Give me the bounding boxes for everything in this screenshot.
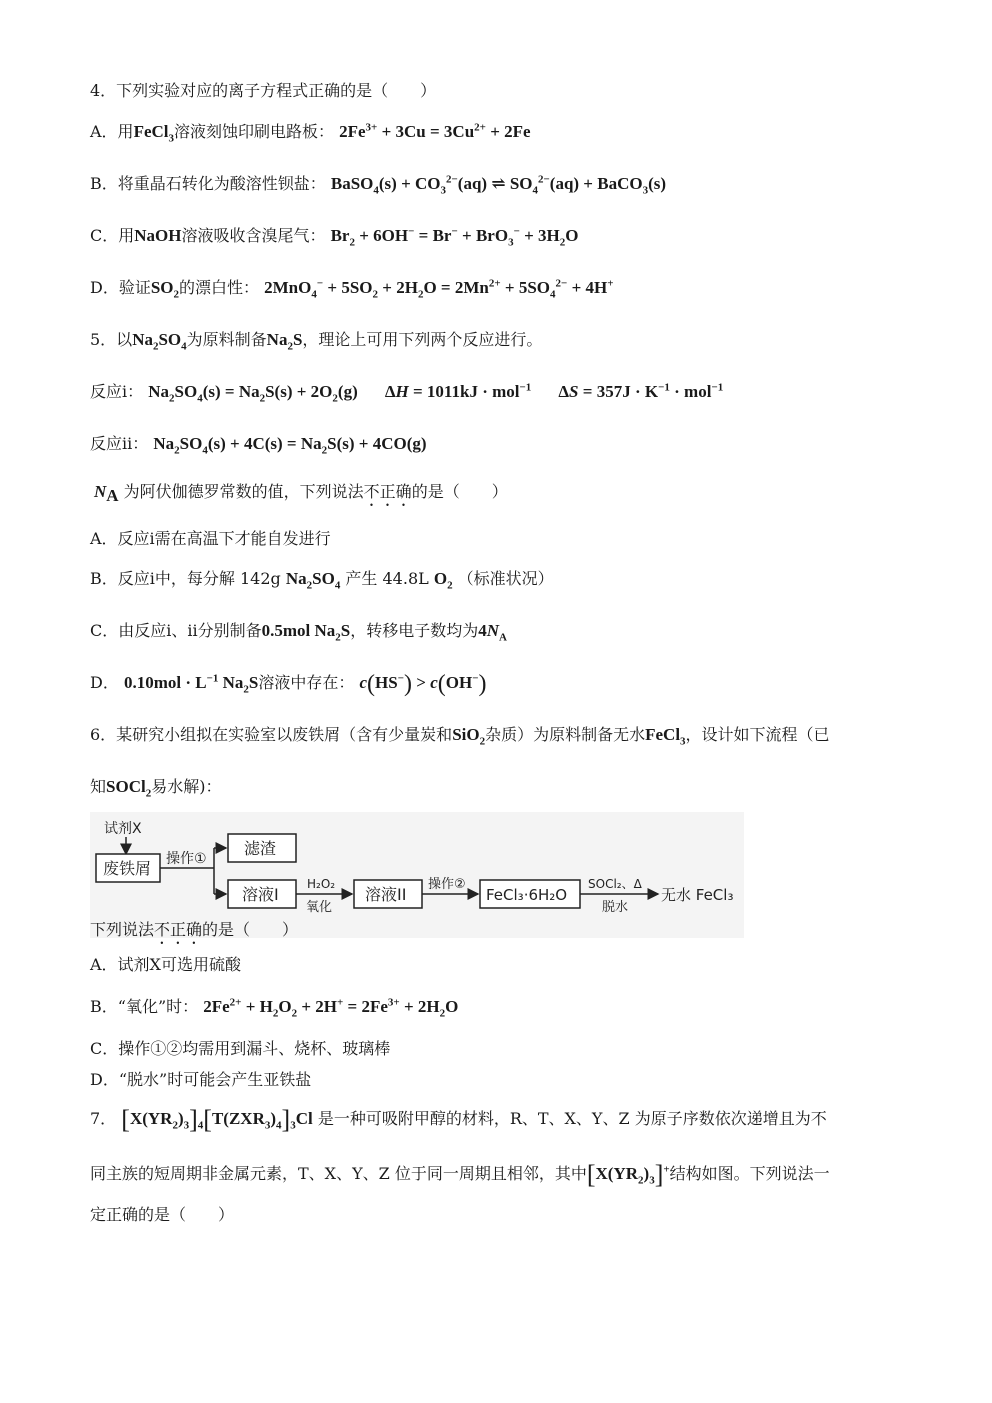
flow-reagent-x: 试剂X bbox=[104, 821, 142, 837]
flow-sol2-label: 溶液II bbox=[365, 885, 407, 904]
flow-residue-label: 滤渣 bbox=[244, 839, 277, 858]
flow-hydrate-label: FeCl₃·6H₂O bbox=[486, 886, 568, 904]
q5-option-a: A．反应i需在高温下才能自发进行 bbox=[90, 529, 331, 548]
q6-question: 下列说法不正确的是（ ） bbox=[90, 920, 299, 939]
q7-stem-line1: 7． $[X(YR_2)_3]_4[T(ZXR_3)_4]_3Cl$ 是一种可吸附甲醇的材料，R、T、X、Y、Z 为原子序数依次递增且为不 bbox=[90, 1105, 827, 1134]
q6-option-d: D．“脱水”时可能会产生亚铁盐 bbox=[90, 1070, 312, 1089]
q4-option-d: D．验证$SO_2$的漂白性： $2MnO_4^- + 5SO_2 + 2H_2O = 2Mn^{2+} + 5SO_4^{2-} + 4H^+$ bbox=[90, 277, 614, 301]
q5-option-c: C．由反应i、ii分别制备0.5mol $Na_2S$，转移电子数均为$4N_A$ bbox=[90, 621, 507, 644]
q7-stem-line3: 定正确的是（ ） bbox=[90, 1205, 235, 1224]
q4-stem: 4．下列实验对应的离子方程式正确的是（ ） bbox=[90, 81, 437, 100]
q5-option-b: B．反应i中，每分解 142g $Na_2SO_4$ 产生 44.8L $O_2$ （标准状况） bbox=[90, 569, 554, 592]
q5-question: $N_A$ 为阿伏伽德罗常数的值，下列说法不正确的是（ ） bbox=[94, 482, 508, 506]
flow-h2o2-label: H₂O₂ bbox=[307, 877, 336, 891]
q7-stem-line2: 同主族的短周期非金属元素，T、X、Y、Z 位于同一周期且相邻，其中$[X(YR_2)_3]^+$结构如图。下列说法一 bbox=[90, 1160, 830, 1189]
q4-option-a: A．用FeCl$_3$溶液刻蚀印刷电路板： $2Fe^{3+} + 3Cu = 3Cu^{2+} + 2Fe$ bbox=[90, 121, 531, 145]
q6-stem: 6．某研究小组拟在实验室以废铁屑（含有少量炭和SiO$_2$杂质）为原料制备无水FeCl$_3$，设计如下流程（已 bbox=[90, 725, 830, 748]
q4-option-b: B．将重晶石转化为酸溶性钡盐： BaSO$_4$(s) + $CO_3^{2-}(aq)$ ⇌ $SO_4^{2-}(aq)$ + BaCO$_3$(s) bbox=[90, 173, 667, 197]
q4-option-c: C．用NaOH溶液吸收含溴尾气： $Br_2 + 6OH^- = Br^- + BrO_3^- + 3H_2O$ bbox=[90, 225, 579, 249]
q6-option-b: B．“氧化”时： $2Fe^{2+} + H_2O_2 + 2H^+ = 2Fe^{3+} + 2H_2O$ bbox=[90, 996, 459, 1020]
q5-reaction-1: 反应i： $Na_2SO_4(s) = Na_2S(s) + 2O_2(g) \Delta H = 1011kJ \cdot mol^{-1}$ $\Delta S = 357J \cdot K^{-1} \cdot mol^{-1}$ bbox=[90, 381, 724, 405]
q5-reaction-2: 反应ii： $Na_2SO_4(s) + 4C(s) = Na_2S(s) + 4CO(g)$ bbox=[90, 434, 427, 457]
flow-oxid-label: 氧化 bbox=[306, 900, 333, 915]
flow-op1-label: 操作① bbox=[166, 851, 207, 867]
flow-sol1-label: 溶液I bbox=[242, 885, 279, 904]
flow-scrap-label: 废铁屑 bbox=[103, 859, 152, 878]
q5-stem: 5．以$Na_2SO_4$为原料制备$Na_2S$，理论上可用下列两个反应进行。 bbox=[90, 330, 543, 353]
flow-product-label: 无水 FeCl₃ bbox=[661, 886, 734, 904]
q6-option-c: C．操作①②均需用到漏斗、烧杯、玻璃棒 bbox=[90, 1039, 391, 1058]
flow-op2-label: 操作② bbox=[428, 877, 466, 892]
flow-socl2-label: SOCl₂、Δ bbox=[588, 877, 642, 891]
q6-stem-line2: 知SOCl$_2$易水解)： bbox=[90, 777, 222, 800]
q6-option-a: A．试剂X可选用硫酸 bbox=[90, 955, 241, 974]
q5-option-d: D． $0.10mol \cdot L^{-1}$ $Na_2S$溶液中存在： c(HS−) > c(OH−) bbox=[90, 671, 487, 697]
flow-dehyd-label: 脱水 bbox=[602, 900, 629, 915]
